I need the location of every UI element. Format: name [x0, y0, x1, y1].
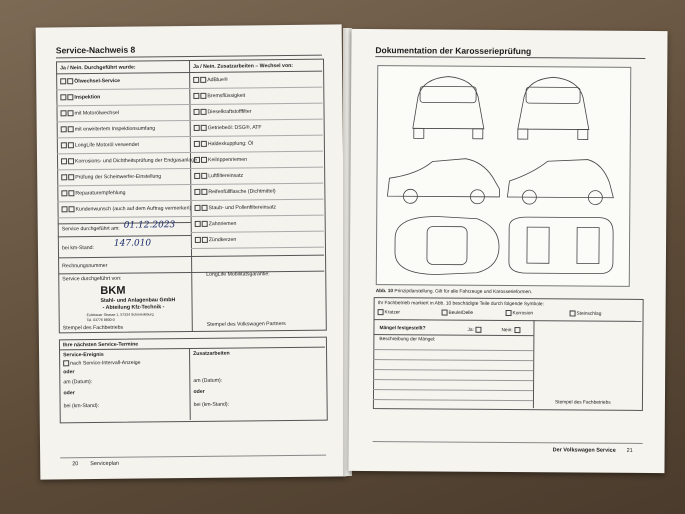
checkbox[interactable] — [61, 110, 67, 116]
performed-item: LongLife Motoröl verwendet — [61, 142, 139, 149]
stamp-line2: - Abteilung Kfz-Technik - — [102, 304, 165, 311]
checkbox[interactable] — [201, 109, 207, 115]
checkbox[interactable] — [61, 190, 67, 196]
checkbox[interactable] — [201, 125, 207, 131]
title-rule — [375, 56, 645, 59]
checkbox[interactable] — [68, 110, 74, 116]
extra-work-item: Bremsflüssigkeit — [193, 92, 245, 99]
footer-text: Serviceplan — [90, 460, 119, 468]
checkbox[interactable] — [193, 77, 199, 83]
right-page — [348, 29, 667, 473]
legend-intro: Ihr Fachbetrieb markiert in Abb. 10 beschädigte Teile durch folgende Symbole: — [377, 301, 544, 308]
am-label: am (Datum): — [63, 379, 93, 386]
checkbox — [63, 360, 69, 366]
legend-item: Steinschlag — [570, 310, 602, 316]
performed-item: Prüfung der Scheinwerfer-Einstellung — [61, 173, 161, 180]
next-header: Ihre nächsten Service-Termine — [62, 341, 139, 349]
checkbox[interactable] — [68, 190, 74, 196]
legend-symbol-icon — [506, 310, 512, 316]
left-page — [36, 24, 347, 479]
checkbox[interactable] — [61, 142, 67, 148]
oder-label: oder — [63, 369, 75, 376]
extra-work-item: Dieselkraftstofffilter — [194, 108, 252, 115]
car-outline-icon — [377, 66, 631, 286]
checkbox[interactable] — [200, 93, 206, 99]
legend-item: Kratzer — [378, 309, 401, 315]
footer-rule — [60, 455, 326, 459]
no-label: Nein: — [501, 327, 521, 333]
car-diagram — [376, 65, 632, 287]
footer-page-number: 21 — [626, 447, 633, 454]
stamp-label-right: Stempel des Volkswagen Partners — [206, 321, 286, 328]
legend-item: Korrosion — [506, 310, 534, 316]
checkbox[interactable] — [61, 174, 67, 180]
description-label: Beschreibung der Mängel: — [379, 337, 436, 343]
extra-work-item: Zündkerzen — [195, 237, 236, 244]
invoice-label: Rechnungsnummer — [62, 262, 108, 270]
checkbox[interactable] — [69, 206, 75, 212]
extra-work-item: Luftfiltereinsatz — [194, 172, 243, 179]
checkbox[interactable] — [61, 126, 67, 132]
stamp-line3: Eulebauer Strasse 1, 57334 Schmiedeburg — [86, 312, 154, 318]
footer-rule — [373, 441, 643, 444]
extra-work-item: AdBlue® — [193, 77, 228, 84]
checkbox[interactable] — [60, 78, 66, 84]
performed-item: Korrosions- und Dichtheitsprüfung der Endgasanlage — [61, 157, 197, 165]
checkbox[interactable] — [68, 174, 74, 180]
next-col2: Zusatzarbeiten — [193, 350, 230, 357]
checkbox[interactable] — [195, 221, 201, 227]
performed-item: Reparaturempfehlung — [61, 190, 125, 197]
stamp-label: Stempel des Fachbetriebs — [554, 400, 611, 406]
km-value: 147.010 — [113, 238, 152, 249]
checkbox[interactable] — [194, 141, 200, 147]
legend-symbol-icon — [570, 310, 576, 316]
title-rule — [56, 55, 322, 59]
checkbox[interactable] — [201, 189, 207, 195]
extra-work-item: Reifenfüllflasche (Dichtmittel) — [194, 188, 275, 195]
extra-work-item: Haldexkupplung: Öl — [194, 140, 253, 147]
checkbox[interactable] — [194, 173, 200, 179]
oder-label: oder — [63, 390, 75, 397]
performed-item: mit erweitertem Inspektionsumfang — [61, 125, 156, 132]
oder-label-2: oder — [193, 388, 205, 395]
checkbox[interactable] — [68, 126, 74, 132]
page-title: Dokumentation der Karosserieprüfung — [375, 45, 532, 57]
checkbox[interactable] — [68, 142, 74, 148]
checkbox[interactable] — [201, 157, 207, 163]
checkbox[interactable] — [67, 78, 73, 84]
figure-caption: Abb. 10 Prinzipdarstellung. Gilt für alle Fahrzeuge und Karosserieformen. — [375, 289, 533, 296]
stamp-label-left: Stempel des Fachbetriebs — [62, 324, 124, 332]
service-date-label: Service durchgeführt am: — [61, 225, 120, 233]
legend-item: Beule/Delle — [442, 310, 474, 316]
footer-page-number: 20 — [72, 461, 79, 468]
performed-item: Ölwechsel-Service — [60, 78, 120, 85]
bei-label-2: bei (km-Stand): — [193, 401, 230, 408]
extra-work-item: Staub- und Pollenfiltereinsatz — [195, 204, 277, 211]
footer-brand: Der Volkswagen Service — [552, 447, 616, 454]
legend-symbol-icon — [442, 310, 448, 316]
checkbox[interactable] — [68, 158, 74, 164]
checkbox[interactable] — [194, 125, 200, 131]
checkbox[interactable] — [200, 77, 206, 83]
yes-checkbox[interactable] — [475, 327, 481, 333]
no-checkbox[interactable] — [514, 327, 520, 333]
performed-item: Inspektion — [60, 94, 100, 101]
checkbox[interactable] — [60, 94, 66, 100]
checkbox[interactable] — [195, 237, 201, 243]
extra-work-item: Zahnriemen — [195, 221, 237, 228]
am-label-2: am (Datum): — [193, 377, 223, 384]
bei-label: bei (km-Stand): — [63, 402, 100, 410]
longlife-label: LongLife Mobilitätsgarantie: — [206, 271, 270, 278]
next-item1: nach Service-Intervall-Anzeige — [63, 360, 140, 367]
service-date-value: 01.12.2023 — [123, 220, 176, 231]
performed-item: Kundenwunsch (auch auf dem Auftrag vermerken) — [62, 205, 192, 213]
extra-work-item: Getriebeöl: DSG®, ATF — [194, 124, 262, 131]
legend-symbol-icon — [378, 309, 384, 315]
checkbox[interactable] — [202, 205, 208, 211]
col2-header: Ja / Nein. Zusatzarbeiten – Wechsel von: — [193, 62, 294, 70]
checkbox[interactable] — [194, 157, 200, 163]
checkbox[interactable] — [201, 173, 207, 179]
performed-item: mit Motorölwechsel — [61, 110, 119, 117]
next-col1: Service-Ereignis — [63, 351, 104, 359]
stamp-company: BKM — [100, 284, 126, 297]
stamp-line4: Tel. 03776 8800-0 — [86, 317, 115, 323]
checkbox[interactable] — [201, 141, 207, 147]
service-by-label: Service durchgeführt von: — [62, 275, 122, 283]
checkbox[interactable] — [67, 94, 73, 100]
checkbox[interactable] — [193, 93, 199, 99]
col1-header: Ja / Nein. Durchgeführt wurde: — [60, 64, 136, 72]
checkbox[interactable] — [202, 221, 208, 227]
checkbox[interactable] — [61, 158, 67, 164]
checkbox[interactable] — [194, 109, 200, 115]
stamp-line1: Stahl- und Anlagenbau GmbH — [100, 297, 176, 304]
checkbox[interactable] — [194, 189, 200, 195]
extra-work-item: Keilrippenriemen — [194, 156, 247, 163]
checkbox[interactable] — [202, 237, 208, 243]
yes-label: Ja: — [467, 327, 482, 333]
checkbox[interactable] — [62, 206, 68, 212]
defects-label: Mängel festgestellt? — [379, 326, 426, 332]
km-label: bei km-Stand: — [61, 245, 94, 252]
checkbox[interactable] — [195, 205, 201, 211]
page-title: Service-Nachweis 8 — [55, 44, 136, 56]
